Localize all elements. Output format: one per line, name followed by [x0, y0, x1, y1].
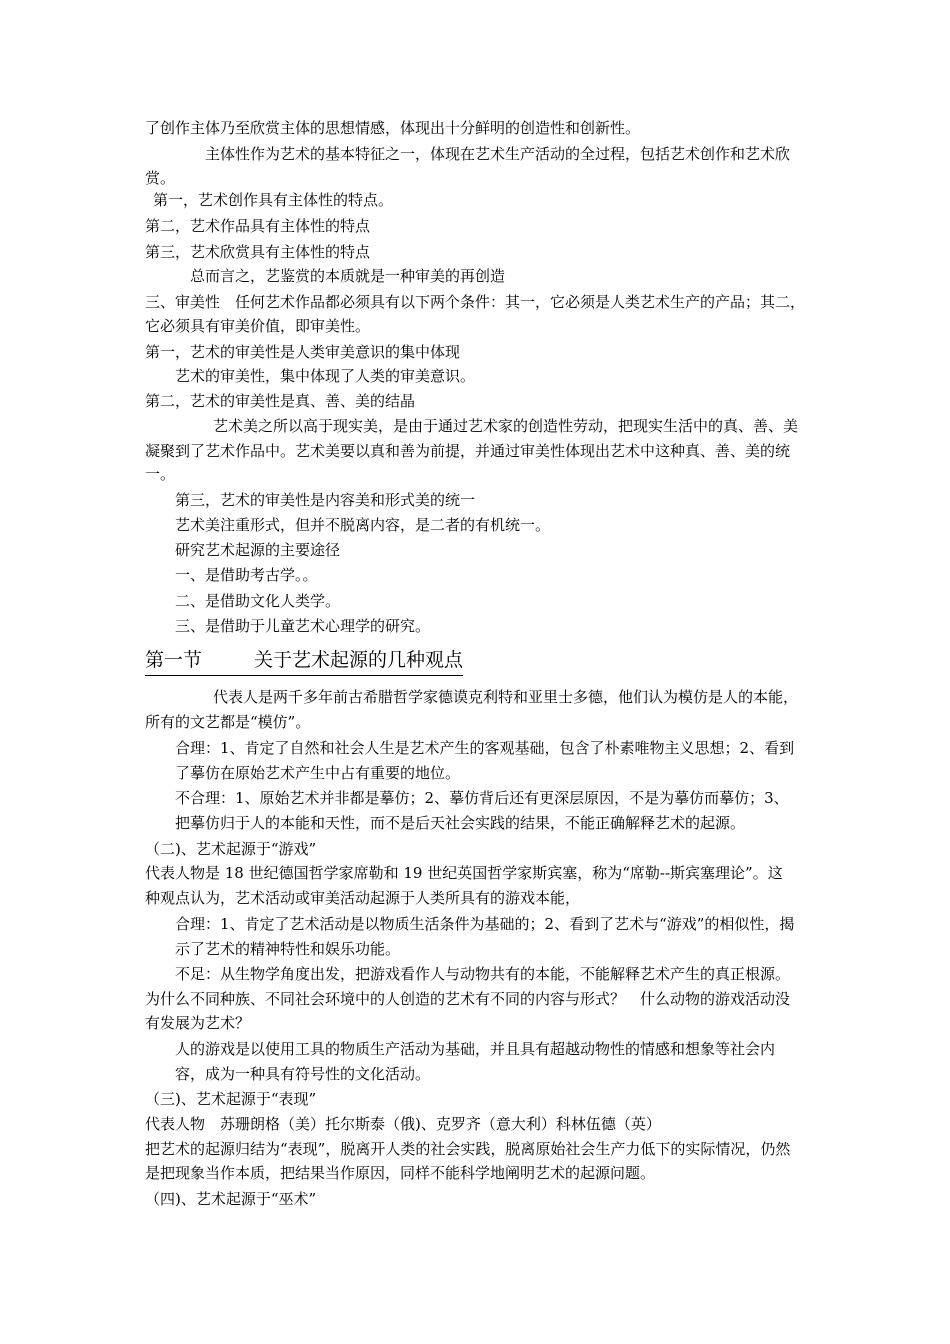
section-heading — [145, 646, 463, 676]
text-line: 它必须具有审美价值，即审美性。 — [145, 317, 371, 335]
text-line: 容，成为一种具有符号性的文化活动。 — [175, 1065, 431, 1083]
text-line: 总而言之，艺鉴赏的本质就是一种审美的再创造 — [190, 267, 506, 285]
text-line: （二)、艺术起源于“游戏” — [145, 840, 317, 858]
text-line: 赏。 — [145, 169, 176, 187]
text-line: 代表人是两千多年前古希腊哲学家德谟克利特和亚里士多德，他们认为模仿是人的本能， — [213, 688, 799, 706]
text-line: 代表人物 苏珊朗格（美）托尔斯泰（俄)、克罗齐（意大利）科林伍德（英） — [145, 1115, 661, 1133]
text-line: （三)、艺术起源于“表现” — [145, 1090, 317, 1108]
text-line: 艺术的审美性，集中体现了人类的审美意识。 — [175, 367, 476, 385]
text-line: 是把现象当作本质，把结果当作原因，同样不能科学地阐明艺术的起源问题。 — [145, 1164, 656, 1182]
text-line: 第二，艺术作品具有主体性的特点 — [145, 217, 371, 235]
section-number: 第一节 — [145, 649, 203, 671]
text-line: 合理：1、肯定了自然和社会人生是艺术产生的客观基础，包含了朴素唯物主义思想；2、看到 — [175, 739, 795, 757]
text-line: 代表人物是 18 世纪德国哲学家席勒和 19 世纪英国哲学家斯宾塞，称为“席勒--斯宾塞理论”。这 — [145, 864, 783, 882]
text-line: 三、是借助于儿童艺术心理学的研究。 — [175, 617, 431, 635]
text-line: 研究艺术起源的主要途径 — [175, 541, 341, 559]
text-line: 为什么不同种族、不同社会环境中的人创造的艺术有不同的内容与形式？ 什么动物的游戏活动没 — [145, 990, 791, 1008]
text-line: 一。 — [145, 465, 176, 483]
section-title: 关于艺术起源的几种观点 — [254, 649, 464, 671]
text-line: 了创作主体乃至欣赏主体的思想情感，体现出十分鲜明的创造性和创新性。 — [145, 119, 641, 137]
text-line: 第二，艺术的审美性是真、善、美的结晶 — [145, 392, 416, 410]
text-line: 把艺术的起源归结为“表现”，脱离开人类的社会实践，脱离原始社会生产力低下的实际情况，仍然 — [145, 1140, 791, 1158]
text-line: （四)、艺术起源于“巫术” — [145, 1190, 317, 1208]
text-line: 三、审美性 任何艺术作品都必须具有以下两个条件：其一，它必须是人类艺术生产的产品；其二， — [145, 293, 806, 311]
text-line: 示了艺术的精神特性和娱乐功能。 — [175, 940, 401, 958]
text-line: 了摹仿在原始艺术产生中占有重要的地位。 — [175, 764, 461, 782]
text-line: 有发展为艺术？ — [145, 1014, 251, 1032]
text-line: 二、是借助文化人类学。 — [175, 592, 341, 610]
text-line: 艺术美之所以高于现实美，是由于通过艺术家的创造性劳动，把现实生活中的真、善、美 — [213, 417, 799, 435]
text-line: 把摹仿归于人的本能和天性，而不是后天社会实践的结果，不能正确解释艺术的起源。 — [175, 814, 746, 832]
text-line: 不合理：1、原始艺术并非都是摹仿；2、摹仿背后还有更深层原因，不是为摹仿而摹仿；3、 — [175, 789, 789, 807]
text-line: 第三，艺术欣赏具有主体性的特点 — [145, 243, 371, 261]
text-line: 合理：1、肯定了艺术活动是以物质生活条件为基础的；2、看到了艺术与“游戏”的相似性，揭 — [175, 915, 795, 933]
text-line: 主体性作为艺术的基本特征之一，体现在艺术生产活动的全过程，包括艺术创作和艺术欣 — [205, 145, 791, 163]
text-line: 人的游戏是以使用工具的物质生产活动为基础，并且具有超越动物性的情感和想象等社会内 — [175, 1040, 776, 1058]
text-line: 不足：从生物学角度出发，把游戏看作人与动物共有的本能，不能解释艺术产生的真正根源。 — [175, 965, 791, 983]
text-line: 第一，艺术的审美性是人类审美意识的集中体现 — [145, 343, 461, 361]
text-line: 种观点认为，艺术活动或审美活动起源于人类所具有的游戏本能， — [145, 889, 581, 907]
text-line: 凝聚到了艺术作品中。艺术美要以真和善为前提，并通过审美性体现出艺术中这种真、善、美的统 — [145, 442, 791, 460]
text-line: 所有的文艺都是“模仿”。 — [145, 713, 311, 731]
text-line: 第三，艺术的审美性是内容美和形式美的统一 — [175, 491, 476, 509]
text-line: 第一，艺术创作具有主体性的特点。 — [153, 191, 394, 209]
text-line: 一、是借助考古学。。 — [175, 566, 318, 584]
text-line: 艺术美注重形式，但并不脱离内容，是二者的有机统一。 — [175, 516, 551, 534]
